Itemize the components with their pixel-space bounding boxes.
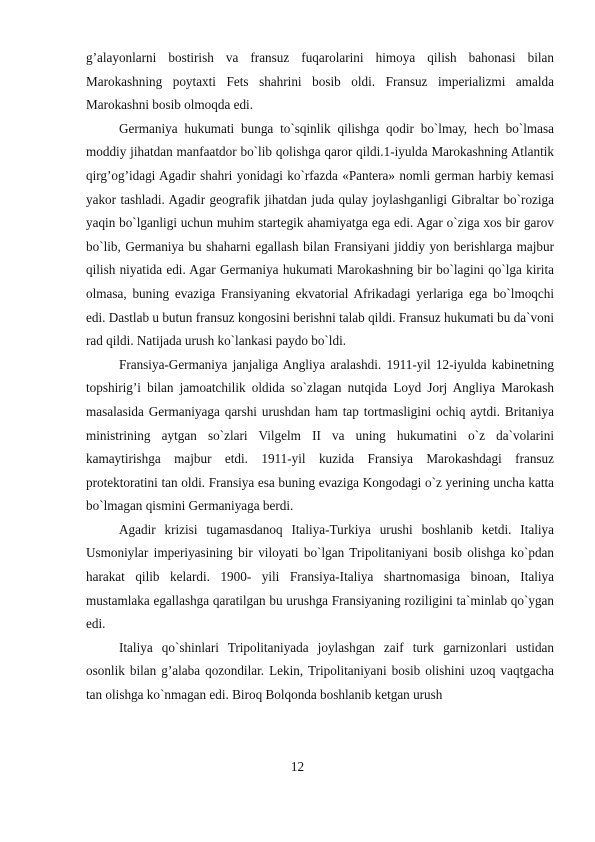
paragraph-tripolitania: Italiya qo`shinlari Tripolitaniyada joylashgan zaif turk garnizonlari ustidan osonlik bilan g’alaba qozondilar. Lekin, Tripolitaniyani bosib olishini uzoq vaqtgacha tan olishga ko`nmagan edi. Biroq Bolqonda boshlanib ketgan urush	[86, 639, 554, 703]
body-text	[86, 46, 554, 707]
page-number: 12	[290, 759, 305, 774]
paragraph-italy-turkey-war: Agadir krizisi tugamasdanoq Italiya-Turkiya urushi boshlanib ketdi. Italiya Usmoniylar imperiyasining bir viloyati bo`lgan Tripolitaniyani bosib olishga ko`pdan harakat qilib kelardi. 1900- yili Fransiya-Italiya shartnomasiga binoan, Italiya mustamlaka egallashga qaratilgan bu urushga Fransiyaning roziligini ta`minlab qo`ygan edi.	[86, 521, 554, 632]
paragraph-continuation: g’alayonlarni bostirish va fransuz fuqarolarini himoya qilish bahonasi bilan Marokashning poytaxti Fets shahrini bosib oldi. Fransuz imperializmi amalda Marokashni bosib olmoqda edi.	[86, 50, 554, 113]
paragraph-england-intervention: Fransiya-Germaniya janjaliga Angliya aralashdi. 1911-yil 12-iyulda kabinetning topshirig’i bilan jamoatchilik oldida so`zlagan nutqida Loyd Jorj Angliya Marokash masalasida Germaniyaga qarshi urushdan ham tap tortmasligini ochiq aytdi. Britaniya ministrining aytgan so`zlari Vilgelm II va uning hukumatini o`z da`volarini kamaytirishga majbur etdi. 1911-yil kuzida Fransiya Marokashdagi fransuz protektoratini tan oldi. Fransiya esa buning evaziga Kongodagi o`z yerining uncha katta bo`lmagan qismini Germaniyaga berdi.	[86, 356, 554, 514]
paragraph-germany-agadir: Germaniya hukumati bunga to`sqinlik qilishga qodir bo`lmay, hech bo`lmasa moddiy jihatdan manfaatdor bo`lib qolishga qaror qildi.1-iyulda Marokashning Atlantik qirg’og’idagi Agadir shahri yonidagi ko`rfazda «Pantera» nomli german harbiy kemasi yakor tashladi. Agadir geografik jihatdan juda qulay joylashganligi Gibraltar bo`roziga yaqin bo`lganligi uchun muhim startegik ahamiyatga ega edi. Agar o`ziga xos bir garov bo`lib, Germaniya bu shaharni egallash bilan Fransiyani jiddiy yon berishlarga majbur qilish niyatida edi. Agar Germaniya hukumati Marokashning bir bo`lagini qo`lga kirita olmasa, buning evaziga Fransiyaning ekvatorial Afrikadagi yerlariga ega bo`lmoqchi edi. Dastlab u butun fransuz kongosini berishni talab qildi. Fransuz hukumati bu da`voni rad qildi. Natijada urush ko`lankasi paydo bo`ldi.	[86, 120, 554, 349]
